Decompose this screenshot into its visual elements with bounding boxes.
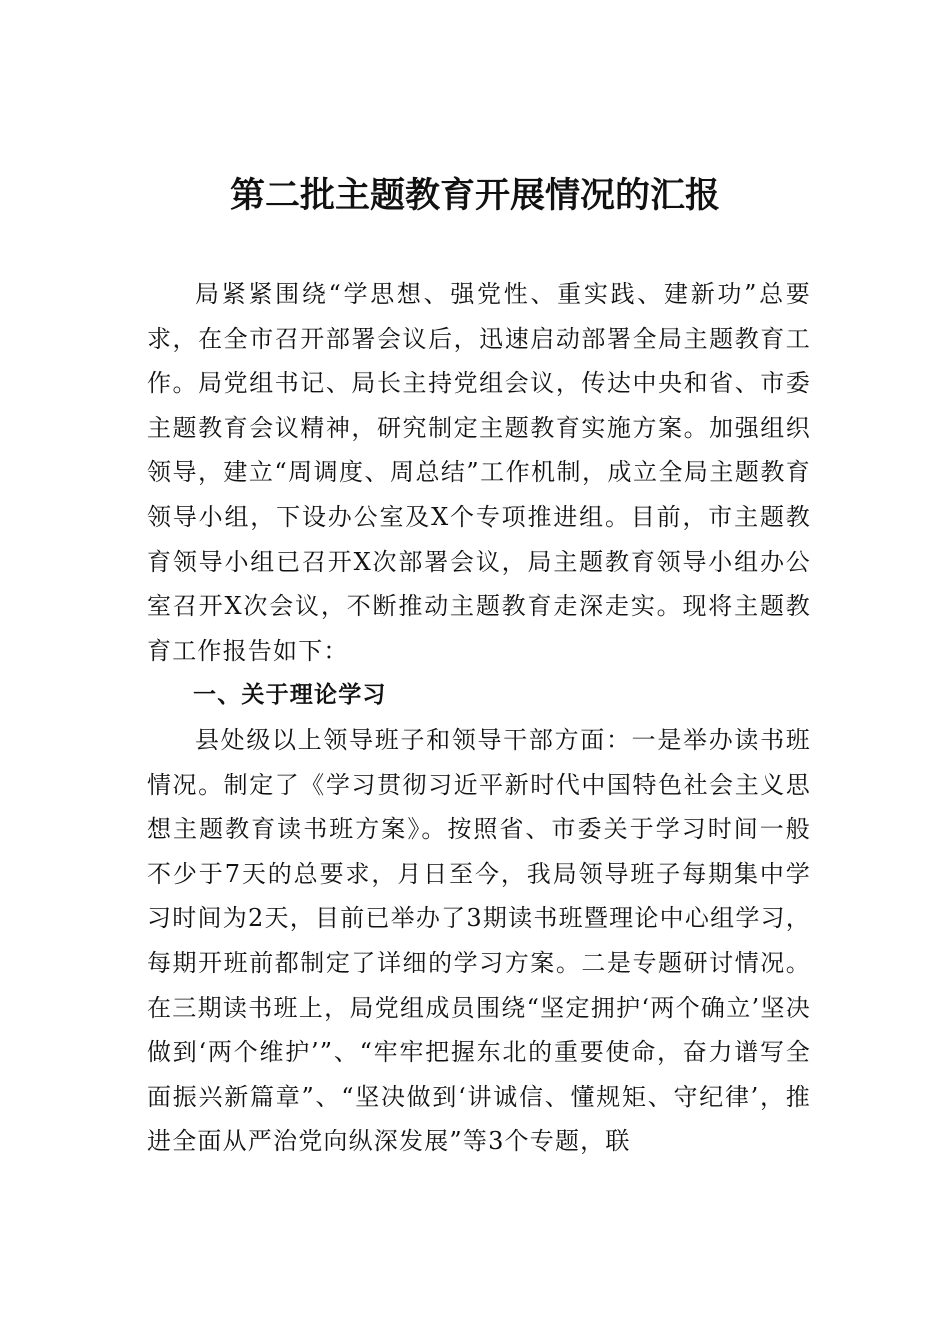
section-heading: 一、关于理论学习 [193, 682, 387, 709]
document-body [147, 272, 811, 1164]
section-paragraph: 县处级以上领导班子和领导干部方面：一是举办读书班情况。制定了《学习贯彻习近平新时代中国特色社会主义思想主题教育读书班方案》。按照省、市委关于学习时间一般不少于7天的总要求，月日至今，我局领导班子每期集中学习时间为2天，目前已举办了3期读书班暨理论中心组学习，每期开班前都制定了详细的学习方案。二是专题研讨情况。在三期读书班上，局党组成员围绕“坚定拥护‘两个确立’坚决做到‘两个维护’”、“牢牢把握东北的重要使命，奋力谱写全面振兴新篇章”、“坚决做到‘讲诚信、懂规矩、守纪律’，推进全面从严治党向纵深发展”等3个专题，联 [147, 725, 811, 1156]
document-title: 第二批主题教育开展情况的汇报 [229, 175, 720, 216]
intro-paragraph: 局紧紧围绕“学思想、强党性、重实践、建新功”总要求，在全市召开部署会议后，迅速启动部署全局主题教育工作。局党组书记、局长主持党组会议，传达中央和省、市委主题教育会议精神，研究制定主题教育实施方案。加强组织领导，建立“周调度、周总结”工作机制，成立全局主题教育领导小组，下设办公室及X个专项推进组。目前，市主题教育领导小组已召开X次部署会议，局主题教育领导小组办公室召开X次会议，不断推动主题教育走深走实。现将主题教育工作报告如下： [147, 280, 811, 665]
